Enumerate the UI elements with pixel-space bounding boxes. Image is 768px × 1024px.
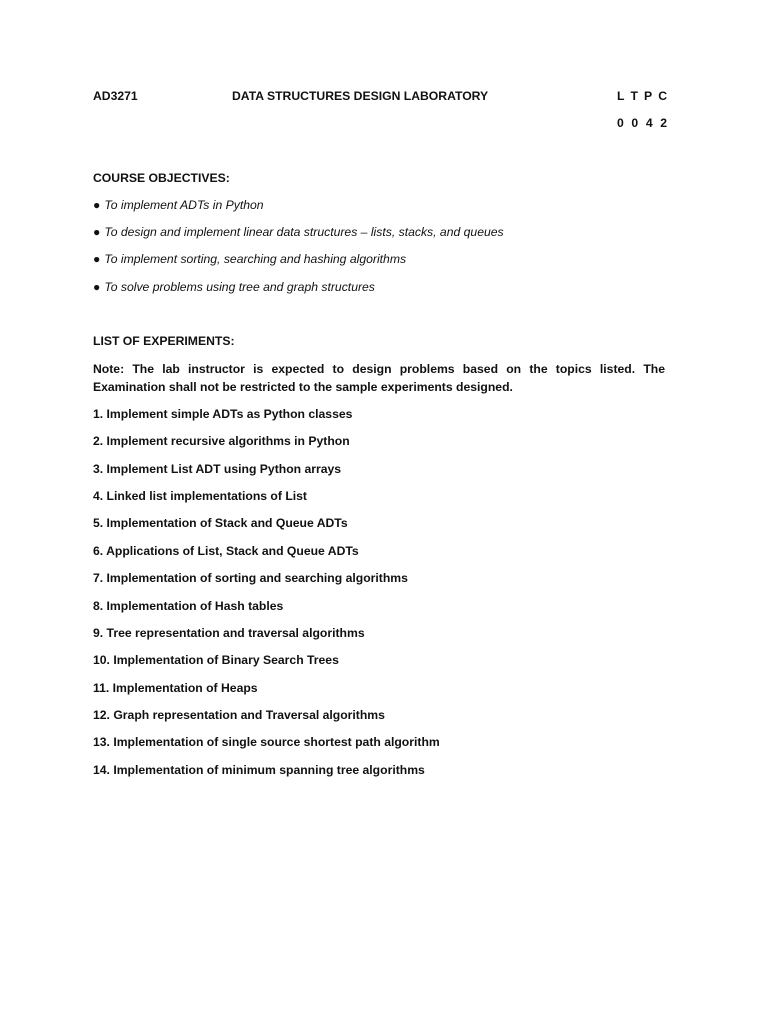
ltpc-label-l: L [617, 89, 625, 103]
ltpc-value-l: 0 [617, 116, 624, 130]
ltpc-label-t: T [630, 89, 638, 103]
ltpc-values [617, 115, 667, 131]
experiment-item: 2. Implement recursive algorithms in Python [93, 434, 350, 448]
bullet-icon: ● [93, 198, 101, 212]
experiment-item: 1. Implement simple ADTs as Python classes [93, 407, 353, 421]
experiments-heading: LIST OF EXPERIMENTS: [93, 334, 235, 348]
experiment-item: 6. Applications of List, Stack and Queue ADTs [93, 544, 359, 558]
objective-item [93, 197, 264, 213]
ltpc-label-c: C [658, 89, 667, 103]
experiment-item: 5. Implementation of Stack and Queue ADTs [93, 516, 348, 530]
experiment-item: 3. Implement List ADT using Python arrays [93, 462, 342, 476]
ltpc-label-p: P [644, 89, 653, 103]
bullet-icon: ● [93, 252, 101, 266]
experiment-item: 12. Graph representation and Traversal algorithms [93, 708, 385, 722]
experiment-item: 10. Implementation of Binary Search Trees [93, 653, 339, 667]
objective-text: To design and implement linear data structures – lists, stacks, and queues [104, 225, 504, 239]
experiment-item: 7. Implementation of sorting and searching algorithms [93, 571, 408, 585]
ltpc-labels [617, 88, 667, 104]
experiment-item: 13. Implementation of single source shortest path algorithm [93, 735, 440, 749]
objective-text: To implement sorting, searching and hashing algorithms [104, 252, 407, 266]
objectives-heading: COURSE OBJECTIVES: [93, 171, 230, 185]
objective-item [93, 279, 375, 295]
experiment-item: 4. Linked list implementations of List [93, 489, 307, 503]
ltpc-value-c: 2 [660, 116, 667, 130]
experiment-item: 8. Implementation of Hash tables [93, 599, 284, 613]
ltpc-value-t: 0 [631, 116, 639, 130]
objective-text: To solve problems using tree and graph structures [104, 280, 375, 294]
experiment-item: 9. Tree representation and traversal algorithms [93, 626, 365, 640]
objective-item [93, 251, 406, 267]
experiment-item: 11. Implementation of Heaps [93, 681, 258, 695]
course-code: AD3271 [93, 89, 138, 103]
objective-text: To implement ADTs in Python [104, 198, 264, 212]
bullet-icon: ● [93, 280, 101, 294]
objective-item [93, 224, 504, 240]
ltpc-value-p: 4 [645, 116, 653, 130]
course-title: DATA STRUCTURES DESIGN LABORATORY [232, 89, 489, 103]
experiment-item: 14. Implementation of minimum spanning tree algorithms [93, 763, 425, 777]
experiments-note: Note: The lab instructor is expected to design problems based on the topics listed. The Examination shall not be restricted to the sample experiments designed. [93, 362, 665, 394]
bullet-icon: ● [93, 225, 101, 239]
